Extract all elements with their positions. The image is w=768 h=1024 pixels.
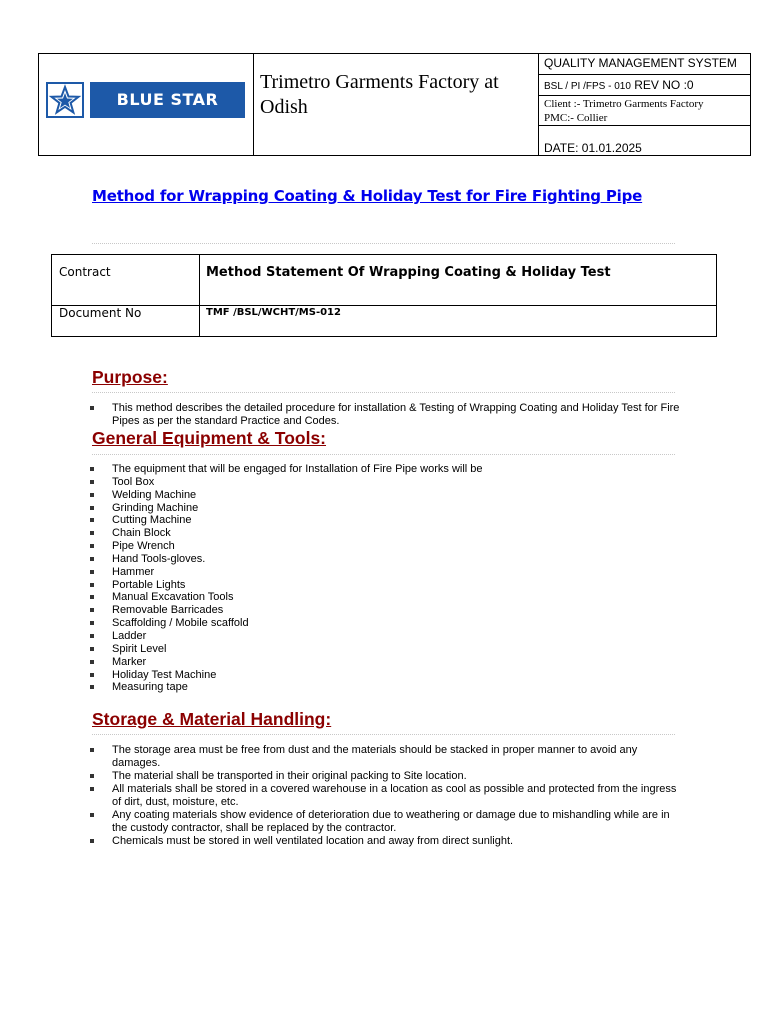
rev-no: REV NO :0 <box>634 78 694 92</box>
doc-code-row <box>539 75 750 96</box>
list-item: Chain Block <box>90 527 680 540</box>
list-item: Pipe Wrench <box>90 540 680 553</box>
list-item: The storage area must be free from dust and the materials should be stacked in proper manner to avoid any damages. <box>90 744 680 770</box>
list-item: This method describes the detailed procedure for installation & Testing of Wrapping Coating and Holiday Test for Fire Pipes as per the standard Practice and Codes. <box>90 402 680 428</box>
list-item: Manual Excavation Tools <box>90 591 680 604</box>
list-item: Ladder <box>90 630 680 643</box>
list-item: Chemicals must be stored in well ventilated location and away from direct sunlight. <box>90 835 680 848</box>
storage-list <box>90 744 680 848</box>
list-item: Hand Tools-gloves. <box>90 553 680 566</box>
list-item: Measuring tape <box>90 681 680 694</box>
document-no-value: TMF /BSL/WCHT/MS-012 <box>206 307 341 318</box>
qms-label: QUALITY MANAGEMENT SYSTEM <box>539 54 750 75</box>
list-item: Tool Box <box>90 476 680 489</box>
contract-label: Contract <box>59 265 111 279</box>
star-icon <box>46 82 84 118</box>
document-header <box>38 53 751 156</box>
client-label: Client :- Trimetro Garments Factory <box>544 98 704 110</box>
purpose-list <box>90 402 680 428</box>
dotted-divider <box>92 454 675 455</box>
list-item: Welding Machine <box>90 489 680 502</box>
list-item: The equipment that will be engaged for Installation of Fire Pipe works will be <box>90 463 680 476</box>
list-item: Removable Barricades <box>90 604 680 617</box>
pmc-label: PMC:- Collier <box>544 112 608 124</box>
equipment-list <box>90 463 680 694</box>
dotted-divider <box>92 392 675 393</box>
list-item: The material shall be transported in their original packing to Site location. <box>90 770 680 783</box>
client-row <box>539 96 750 126</box>
doc-code: BSL / PI /FPS - 010 <box>544 81 631 92</box>
date-label: DATE: 01.01.2025 <box>544 141 642 155</box>
dotted-divider <box>92 243 675 244</box>
purpose-heading: Purpose: <box>92 367 168 387</box>
logo-wordmark: BLUE STAR <box>90 82 245 118</box>
contract-value: Method Statement Of Wrapping Coating & Holiday Test <box>206 265 611 280</box>
list-item: Spirit Level <box>90 643 680 656</box>
list-item: Hammer <box>90 566 680 579</box>
dotted-divider <box>92 734 675 735</box>
header-info-cell <box>539 54 750 155</box>
list-item: Scaffolding / Mobile scaffold <box>90 617 680 630</box>
list-item: Holiday Test Machine <box>90 669 680 682</box>
document-title-link[interactable]: Method for Wrapping Coating & Holiday Test for Fire Fighting Pipe <box>92 187 643 205</box>
header-title: Trimetro Garments Factory at Odish <box>260 71 499 118</box>
logo-cell <box>39 54 254 155</box>
list-item: All materials shall be stored in a covered warehouse in a location as cool as possible and protected from the ingress of dirt, dust, moisture, etc. <box>90 783 680 809</box>
blue-star-logo <box>46 82 245 118</box>
storage-heading: Storage & Material Handling: <box>92 709 332 729</box>
list-item: Marker <box>90 656 680 669</box>
list-item: Grinding Machine <box>90 502 680 515</box>
header-title-cell <box>254 54 539 155</box>
contract-table <box>51 254 717 337</box>
table-divider <box>52 305 716 306</box>
table-divider <box>199 255 200 336</box>
equipment-heading: General Equipment & Tools: <box>92 428 327 448</box>
list-item: Any coating materials show evidence of deterioration due to weathering or damage due to mishandling while are in the custody contractor, shall be replaced by the contractor. <box>90 809 680 835</box>
list-item: Cutting Machine <box>90 514 680 527</box>
list-item: Portable Lights <box>90 579 680 592</box>
document-no-label: Document No <box>59 306 142 320</box>
